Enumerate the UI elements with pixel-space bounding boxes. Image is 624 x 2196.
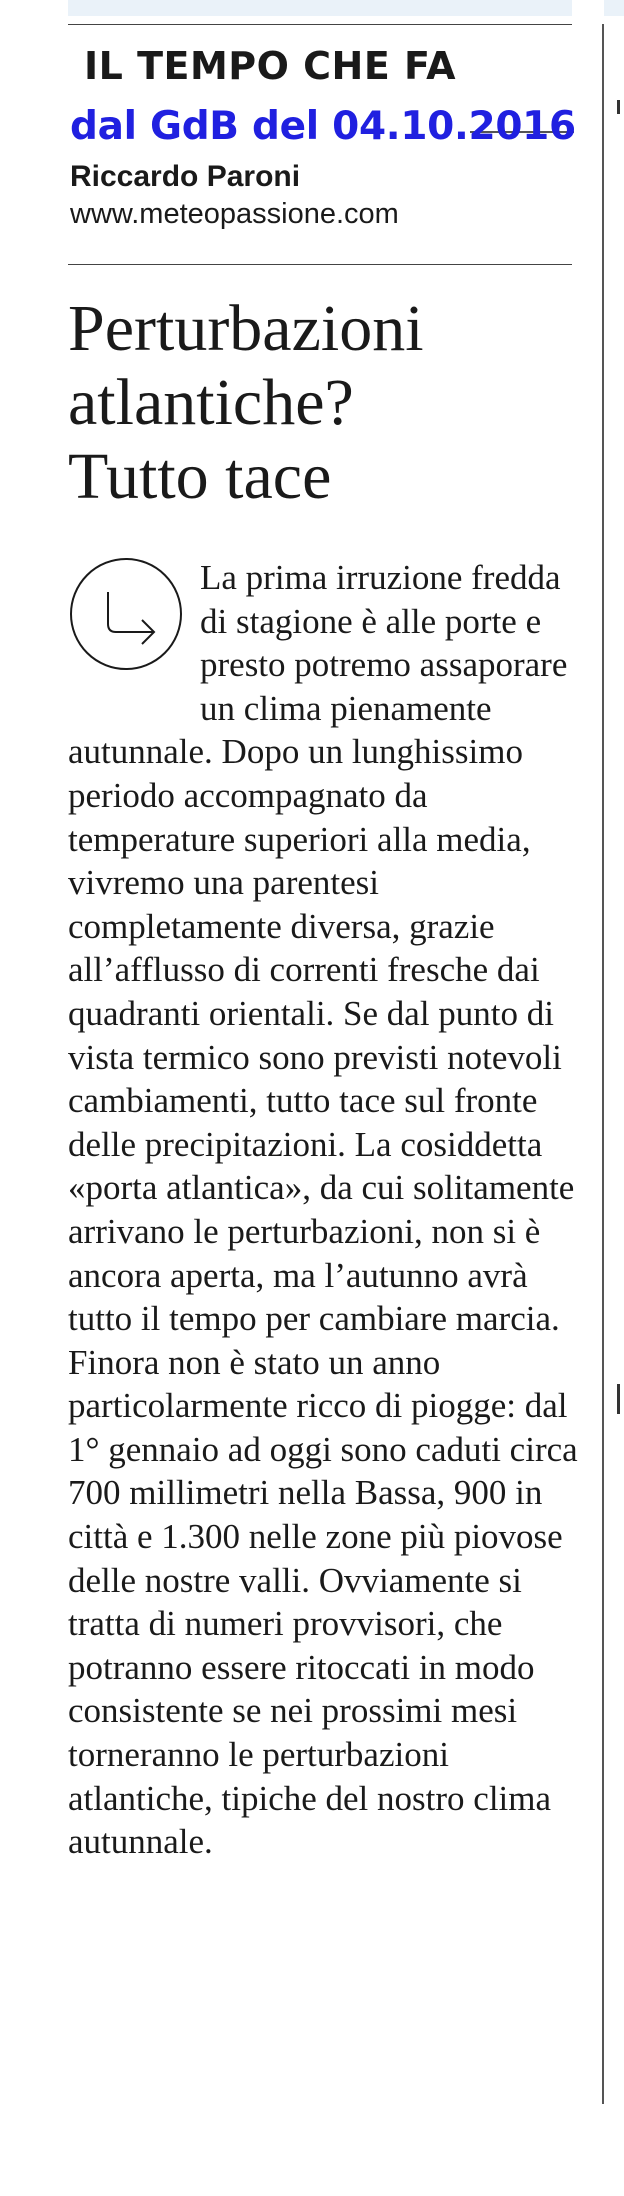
adjacent-column-fragment xyxy=(617,100,620,114)
top-color-band xyxy=(68,0,572,16)
headline-line-2: atlantiche? xyxy=(68,366,354,439)
top-divider xyxy=(68,24,572,25)
column-divider xyxy=(602,24,604,2104)
header-divider xyxy=(68,264,572,265)
headline-line-3: Tutto tace xyxy=(68,440,332,513)
headline-line-1: Perturbazioni xyxy=(68,292,424,365)
adjacent-column-fragment xyxy=(617,1384,620,1414)
top-color-band-right xyxy=(604,0,624,16)
author-website: www.meteopassione.com xyxy=(70,198,399,230)
arrow-down-right-icon xyxy=(68,556,192,680)
section-rubric: IL TEMPO CHE FA xyxy=(84,44,457,88)
author-name: Riccardo Paroni xyxy=(70,160,301,193)
article-text: La prima irruzione fredda di stagione è alle porte e presto potremo assaporare un clima pienamente autunnale. Dopo un lunghissimo periodo accompagnato da temperature superiori alla media, vivremo una parentesi completamente diversa, grazie all’afflusso di correnti fresche dai quadranti orientali. Se dal punto di vista termico sono previsti notevoli cambiamenti, tutto tace sul fronte delle precipitazioni. La cosiddetta «porta atlantica», da cui solitamente arrivano le perturbazioni, non si è ancora aperta, ma l’autunno avrà tutto il tempo per cambiare marcia. Finora non è stato un anno particolarmente ricco di piogge: dal 1° gennaio ad oggi sono caduti circa 700 millimetri nella Bassa, 900 in città e 1.300 nelle zone più piovose delle nostre valli. Ovviamente si tratta di numeri provvisori, che potranno essere ritoccati in modo consistente se nei prossimi mesi torneranno le perturbazioni atlantiche, tipiche del nostro clima autunnale. xyxy=(68,558,578,1862)
date-stamp: dal GdB del 04.10.2016 xyxy=(70,104,576,149)
article-headline xyxy=(68,292,588,514)
article-body xyxy=(68,556,578,1864)
